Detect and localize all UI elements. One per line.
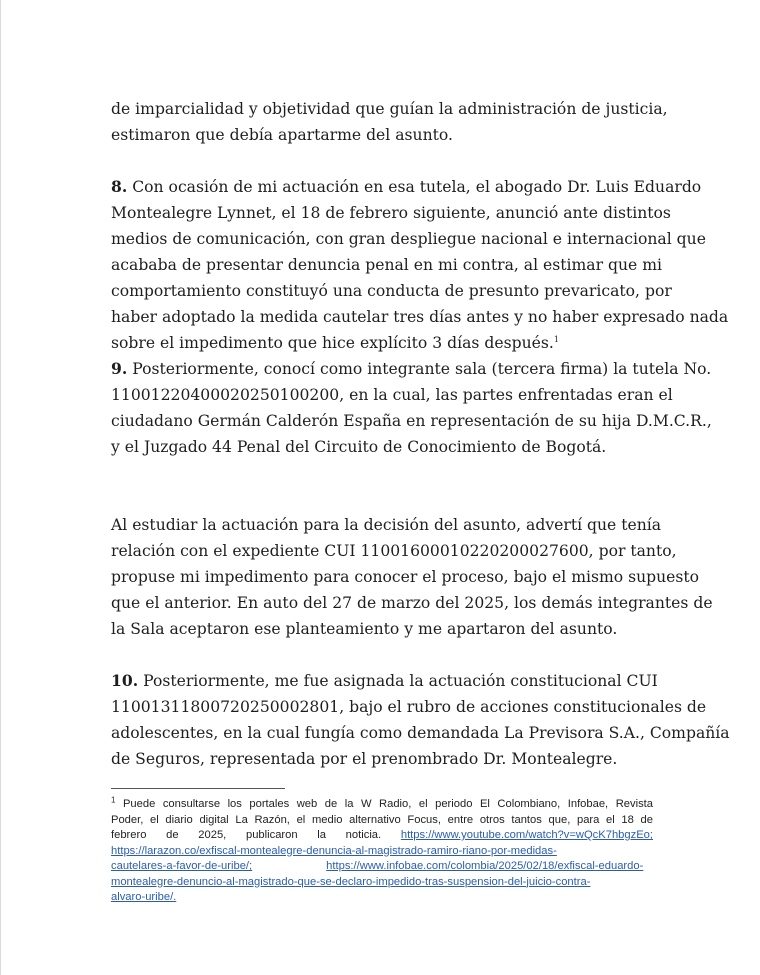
footnote-line	[111, 875, 653, 891]
text-line: de Seguros, representada por el prenombrado Dr. Montealegre.	[111, 750, 618, 768]
footnote-line: Poder, el diario digital La Razón, el medio alternativo Focus, entre otros tantos que, para el 18 de	[111, 813, 653, 826]
text-line: comportamiento constituyó una conducta de presunto prevaricato, por	[111, 282, 672, 300]
text-line: que el anterior. En auto del 27 de marzo del 2025, los demás integrantes de	[111, 594, 713, 612]
text-line: relación con el expediente CUI 11001600010220200027600, por tanto,	[111, 542, 677, 560]
text-fragment: Posteriormente, me fue asignada la actuación constitucional CUI	[138, 672, 658, 690]
footnote-line	[111, 797, 653, 813]
paragraph-continuation	[111, 96, 668, 148]
paragraph-9	[111, 356, 712, 460]
text-line: haber adoptado la medida cautelar tres días antes y no haber expresado nada	[111, 308, 729, 326]
paragraph-9-continued	[111, 512, 713, 642]
text-line: 11001220400020250100200, en la cual, las partes enfrentadas eran el	[111, 386, 673, 404]
paragraph-number: 10.	[111, 671, 139, 690]
footnote-line	[111, 828, 653, 844]
paragraph-10	[111, 668, 730, 772]
footnote-reference[interactable]: 1	[553, 334, 559, 344]
paragraph-number: 8.	[111, 177, 128, 196]
footnote-link-youtube[interactable]: https://www.youtube.com/watch?v=wQcK7hbgzEo;	[400, 829, 653, 841]
text-line: estimaron que debía apartarme del asunto.	[111, 126, 453, 144]
text-line	[111, 668, 658, 694]
footnote-separator	[111, 788, 285, 789]
text-line	[111, 356, 712, 382]
text-line: de imparcialidad y objetividad que guían la administración de justicia,	[111, 100, 668, 118]
footnote-marker: 1	[111, 795, 116, 805]
text-line: ciudadano Germán Calderón España en representación de su hija D.M.C.R.,	[111, 412, 712, 430]
text-line: Al estudiar la actuación para la decisión del asunto, advertí que tenía	[111, 516, 662, 534]
footnote-link-larazon[interactable]: https://larazon.co/exfiscal-montealegre-denuncia-al-magistrado-ramiro-riano-por-medidas-	[111, 844, 557, 857]
text-fragment: Posteriormente, conocí como integrante sala (tercera firma) la tutela No.	[127, 360, 712, 378]
footnote-link-infobae-end[interactable]: alvaro-uribe/.	[111, 891, 177, 903]
footnote	[111, 797, 653, 906]
footnote-text: Puede consultarse los portales web de la W Radio, el periodo El Colombiano, Infobae, Revista	[115, 798, 653, 810]
text-line: y el Juzgado 44 Penal del Circuito de Conocimiento de Bogotá.	[111, 438, 607, 456]
footnote-line	[111, 890, 653, 906]
footnote-line	[111, 844, 653, 860]
text-fragment: Con ocasión de mi actuación en esa tutela, el abogado Dr. Luis Eduardo	[127, 178, 702, 196]
text-line: propuse mi impedimento para conocer el proceso, bajo el mismo supuesto	[111, 568, 700, 586]
footnote-link-larazon-cont[interactable]: cautelares-a-favor-de-uribe/;	[111, 860, 253, 872]
text-line: medios de comunicación, con gran despliegue nacional e internacional que	[111, 230, 706, 248]
paragraph-8	[111, 174, 729, 356]
text-line: 11001311800720250002801, bajo el rubro de acciones constitucionales de	[111, 698, 707, 716]
text-line: Montealegre Lynnet, el 18 de febrero siguiente, anunció ante distintos	[111, 204, 671, 222]
footnote-line	[111, 859, 653, 875]
footnote-link-infobae[interactable]: https://www.infobae.com/colombia/2025/02/18/exfiscal-eduardo-	[326, 860, 644, 872]
text-line	[111, 330, 653, 356]
text-line: adolescentes, en la cual fungía como demandada La Previsora S.A., Compañía	[111, 724, 730, 742]
footnote-text: febrero de 2025, publicaron la noticia.	[111, 829, 401, 841]
text-line: acababa de presentar denuncia penal en mi contra, al estimar que mi	[111, 256, 662, 274]
text-fragment: sobre el impedimento que hice explícito 3 días después.	[111, 334, 554, 352]
text-line: la Sala aceptaron ese planteamiento y me apartaron del asunto.	[111, 620, 618, 638]
paragraph-number: 9.	[111, 359, 128, 378]
text-line	[111, 174, 702, 200]
footnote-link-infobae-cont[interactable]: montealegre-denuncio-al-magistrado-que-se-declaro-impedido-tras-suspension-del-juicio-contra-	[111, 875, 591, 888]
